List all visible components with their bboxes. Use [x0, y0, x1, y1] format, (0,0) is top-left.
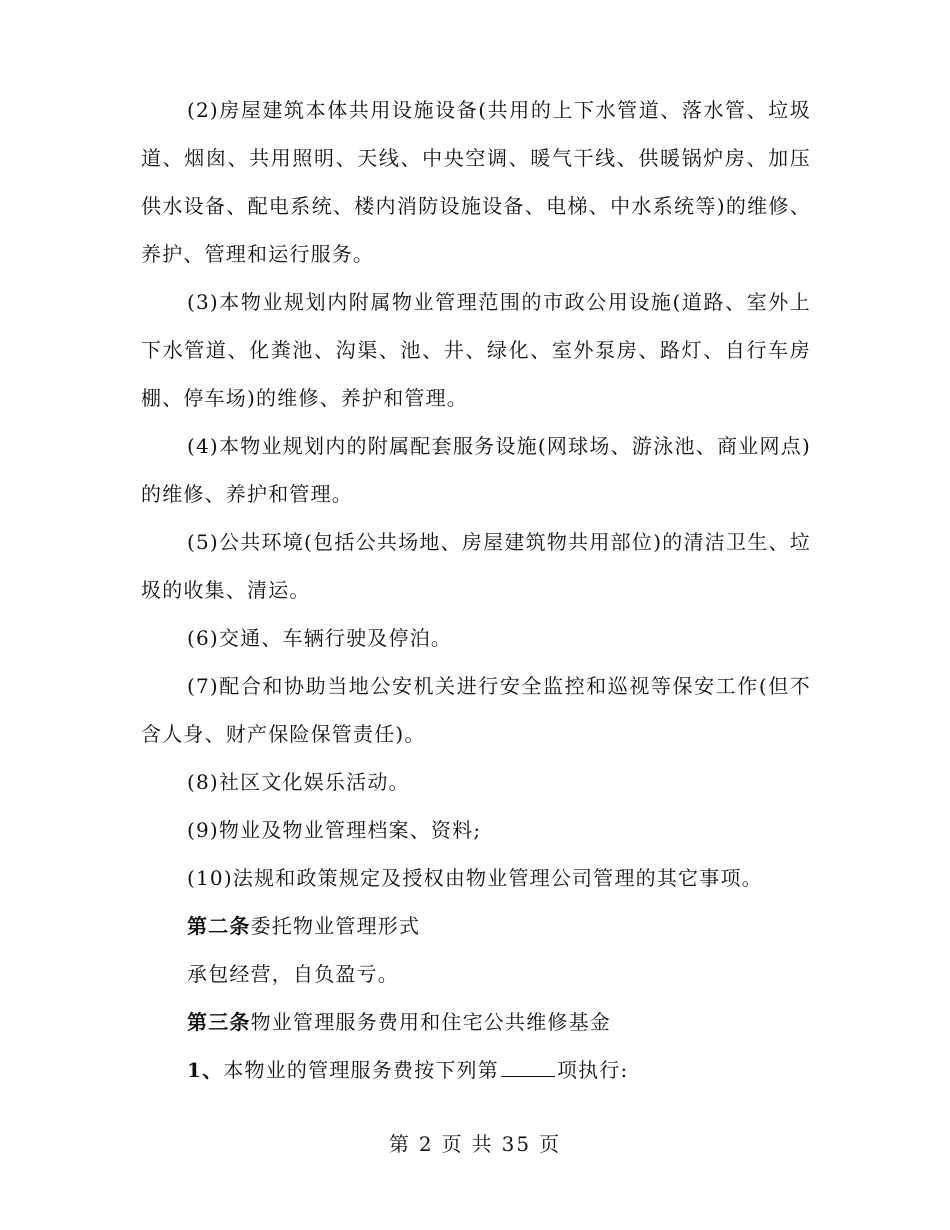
page-footer [0, 1128, 950, 1157]
article-3-item-1 [141, 1046, 811, 1094]
paragraph-item-9: (9)物业及物业管理档案、资料; [187, 818, 482, 842]
article-3-title: 物业管理服务费用和住宅公共维修基金 [250, 1010, 612, 1034]
paragraph-item-10: (10)法规和政策规定及授权由物业管理公司管理的其它事项。 [187, 866, 763, 890]
footer-page-word: 页 [441, 1132, 464, 1156]
article-2-number: 第二条 [187, 914, 251, 938]
footer-total-pages: 35 [501, 1132, 532, 1156]
paragraph-item-8: (8)社区文化娱乐活动。 [187, 770, 410, 794]
footer-total-word: 共 [471, 1132, 494, 1156]
item-1-text-after: 项执行: [556, 1058, 629, 1082]
item-1-number: 1、 [187, 1058, 224, 1082]
paragraph-item-4: (4)本物业规划内的附属配套服务设施(网球场、游泳池、商业网点)的维修、养护和管理。 [141, 434, 811, 506]
footer-page-number: 2 [418, 1132, 434, 1156]
paragraph-item-5: (5)公共环境(包括公共场地、房屋建筑物共用部位)的清洁卫生、垃圾的收集、清运。 [141, 530, 811, 602]
article-2-body: 承包经营，自负盈亏。 [187, 962, 399, 986]
item-1-text-before: 本物业的管理服务费按下列第 [223, 1058, 499, 1082]
fill-in-blank [501, 1062, 555, 1077]
article-3-heading [141, 998, 811, 1046]
article-2-heading [141, 902, 811, 950]
footer-prefix: 第 [388, 1132, 411, 1156]
document-body [141, 86, 811, 1094]
article-2-title: 委托物业管理形式 [250, 914, 421, 938]
article-3-number: 第三条 [187, 1010, 251, 1034]
footer-suffix: 页 [539, 1132, 562, 1156]
paragraph-item-2: (2)房屋建筑本体共用设施设备(共用的上下水管道、落水管、垃圾道、烟囱、共用照明、天线、中央空调、暖气干线、供暖锅炉房、加压供水设备、配电系统、楼内消防设施设备、电梯、中水系统等)的维修、养护、管理和运行服务。 [141, 98, 811, 266]
paragraph-item-3: (3)本物业规划内附属物业管理范围的市政公用设施(道路、室外上下水管道、化粪池、沟渠、池、井、绿化、室外泵房、路灯、自行车房棚、停车场)的维修、养护和管理。 [141, 290, 811, 410]
paragraph-item-7: (7)配合和协助当地公安机关进行安全监控和巡视等保安工作(但不含人身、财产保险保管责任)。 [141, 674, 811, 746]
paragraph-item-6: (6)交通、车辆行驶及停泊。 [187, 626, 453, 650]
